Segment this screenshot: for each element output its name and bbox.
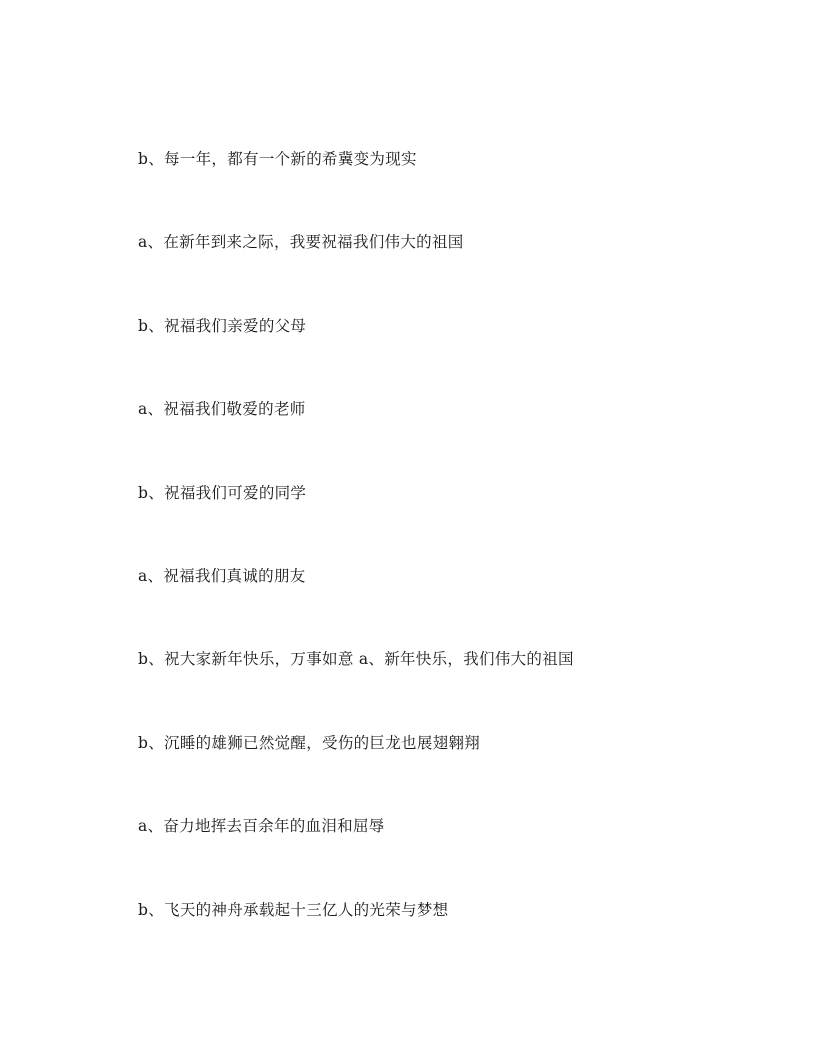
text-line: b、祝福我们亲爱的父母 (138, 316, 307, 335)
dialogue-lines (138, 148, 778, 982)
text-line: a、奋力地挥去百余年的血泪和屈辱 (138, 817, 385, 836)
text-line: a、在新年到来之际，我要祝福我们伟大的祖国 (138, 233, 464, 252)
text-line: a、祝福我们敬爱的老师 (138, 400, 306, 419)
text-line: a、祝福我们真诚的朋友 (138, 566, 306, 585)
text-line: b、每一年，都有一个新的希冀变为现实 (138, 150, 417, 168)
text-line: b、祝大家新年快乐，万事如意 a、新年快乐，我们伟大的祖国 (138, 650, 574, 669)
text-line: b、沉睡的雄狮已然觉醒，受伤的巨龙也展翅翱翔 (138, 733, 481, 752)
text-line: b、飞天的神舟承载起十三亿人的光荣与梦想 (138, 900, 449, 919)
text-line: b、祝福我们可爱的同学 (138, 483, 307, 502)
